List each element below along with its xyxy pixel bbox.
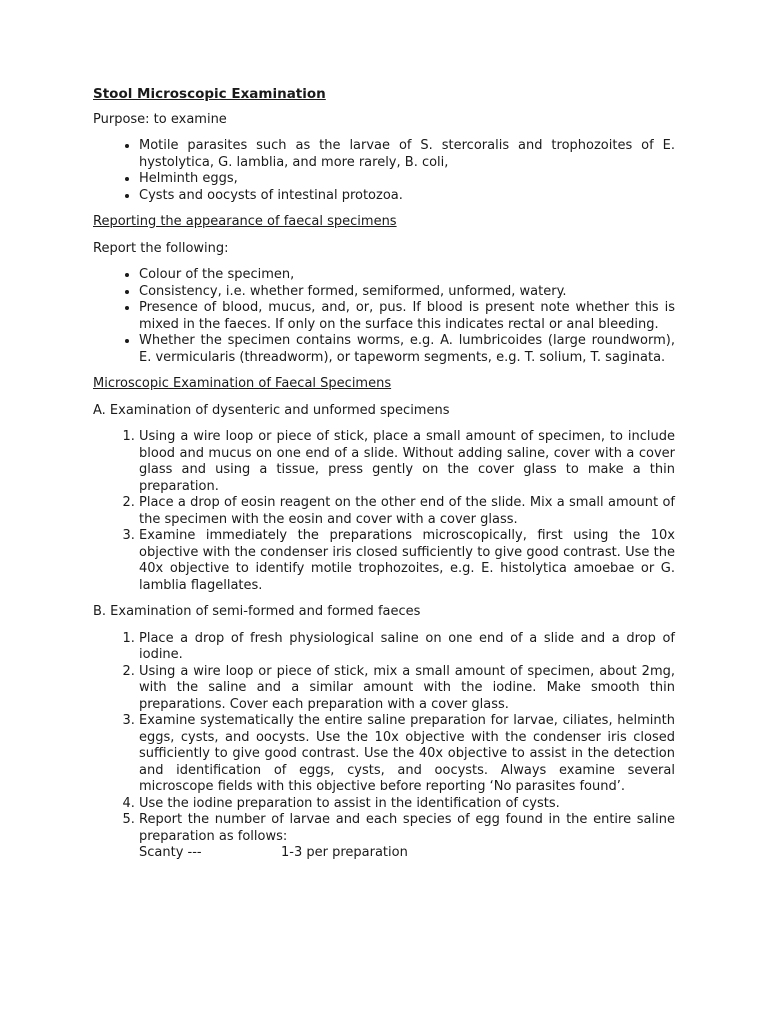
part-b-heading: B. Examination of semi-formed and formed faeces — [93, 604, 421, 619]
appearance-list — [93, 267, 675, 366]
list-item: • Cysts and oocysts of intestinal protozoa. — [139, 188, 675, 205]
scale-label: Scanty --- — [139, 845, 202, 860]
document-page — [93, 86, 675, 872]
list-item: 4. Use the iodine preparation to assist in the identification of cysts. — [139, 796, 675, 813]
list-item: 2. Place a drop of eosin reagent on the other end of the slide. Mix a small amount of the specimen with the eosin and cover with a cover glass. — [139, 495, 675, 528]
purpose-list — [93, 138, 675, 204]
list-item: • Colour of the specimen, — [139, 267, 675, 284]
list-item: • Motile parasites such as the larvae of S. stercoralis and trophozoites of E. hystolytica, G. lamblia, and more rarely, B. coli, — [139, 138, 675, 171]
section-heading-microscopic: Microscopic Examination of Faecal Specimens — [93, 376, 392, 391]
list-item: • Helminth eggs, — [139, 171, 675, 188]
list-item: • Consistency, i.e. whether formed, semiformed, unformed, watery. — [139, 284, 675, 301]
document-title: Stool Microscopic Examination — [93, 86, 326, 102]
list-item: • Presence of blood, mucus, and, or, pus. If blood is present note whether this is mixed in the faeces. If only on the surface this indicates rectal or anal bleeding. — [139, 300, 675, 333]
part-b-steps — [93, 631, 675, 862]
list-item: 3. Examine immediately the preparations microscopically, first using the 10x objective with the condenser iris closed sufficiently to give good contrast. Use the 40x objective to identify motile trophozoites, e.g. E. histolytica amoebae or G. lamblia flagellates. — [139, 528, 675, 594]
report-step-text: Report the number of larvae and each species of egg found in the entire saline preparation as follows: — [139, 812, 675, 844]
purpose-line: Purpose: to examine — [93, 111, 227, 127]
list-item: 1. Using a wire loop or piece of stick, place a small amount of specimen, to include blood and mucus on one end of a slide. Without adding saline, cover with a cover glass and using a tissue, press gently on the cover glass to make a thin preparation. — [139, 429, 675, 495]
section-heading-appearance: Reporting the appearance of faecal specimens — [93, 214, 397, 229]
list-item: 3. Examine systematically the entire saline preparation for larvae, ciliates, helminth eggs, cysts, and oocysts. Use the 10x objective with the condenser iris closed sufficiently to give good contrast. Use the 40x objective to assist in the detection and identification of eggs, cysts, and oocysts. Always examine several microscope fields with this objective before reporting ‘No parasites found’. — [139, 713, 675, 796]
list-item — [139, 812, 675, 862]
part-a-heading: A. Examination of dysenteric and unformed specimens — [93, 402, 450, 418]
scale-row — [139, 845, 675, 862]
list-item: • Whether the specimen contains worms, e.g. A. lumbricoides (large roundworm), E. vermicularis (threadworm), or tapeworm segments, e.g. T. solium, T. saginata. — [139, 333, 675, 366]
report-intro: Report the following: — [93, 240, 229, 256]
list-item: 1. Place a drop of fresh physiological saline on one end of a slide and a drop of iodine. — [139, 631, 675, 664]
part-a-steps — [93, 429, 675, 594]
list-item: 2. Using a wire loop or piece of stick, mix a small amount of specimen, about 2mg, with the saline and a similar amount with the iodine. Make smooth thin preparations. Cover each preparation with a cover glass. — [139, 664, 675, 714]
scale-value: 1-3 per preparation — [281, 845, 408, 860]
